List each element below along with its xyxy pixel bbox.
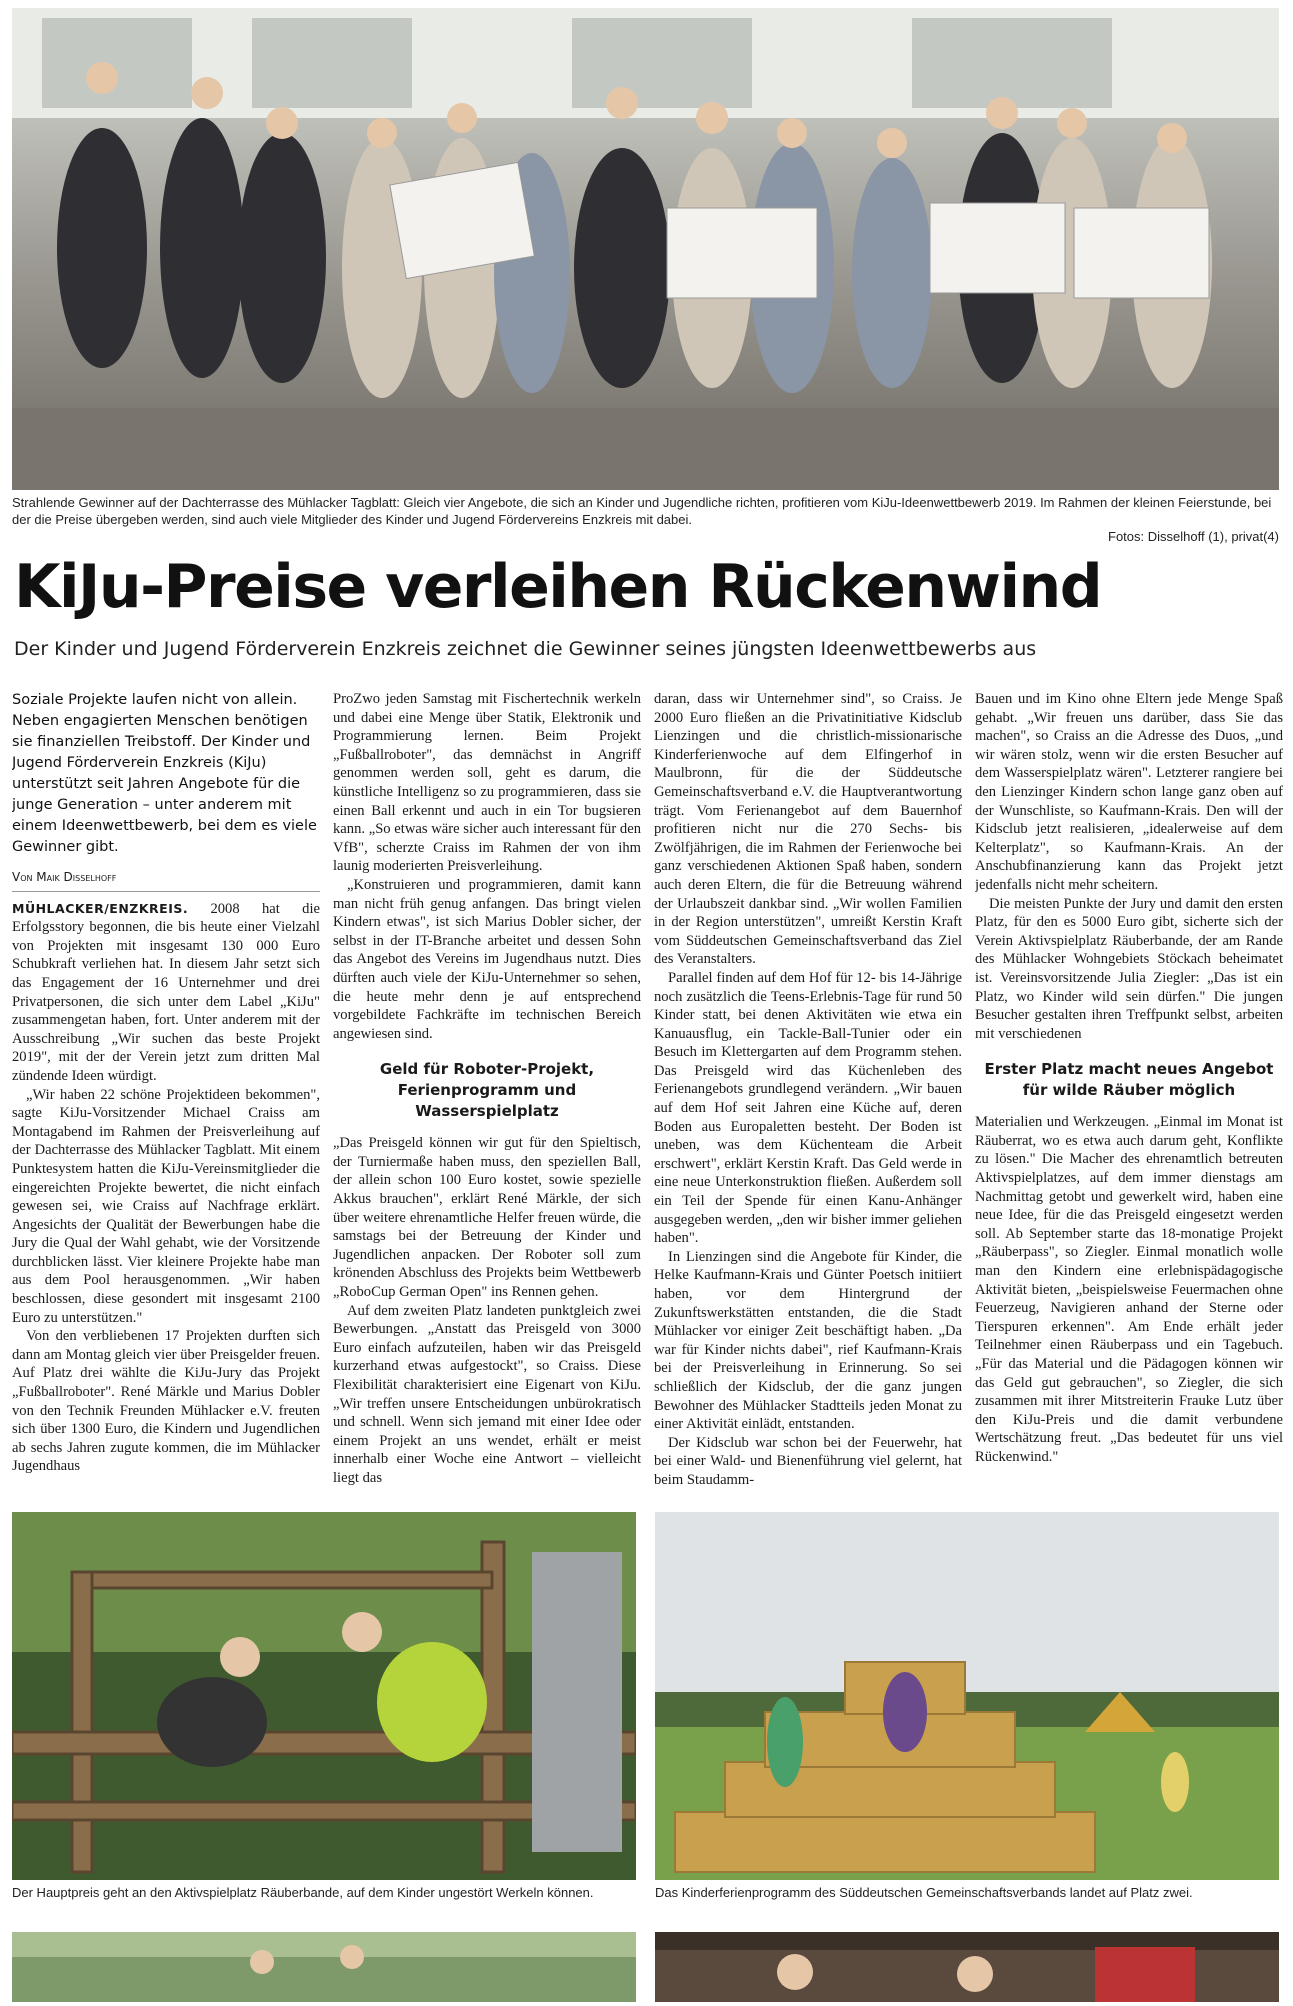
dateline: MÜHLACKER/ENZKREIS. (12, 900, 189, 916)
paragraph: MÜHLACKER/ENZKREIS. 2008 hat die Erfolgsstory begonnen, die bis heute einer Vielzahl von Projekten mit insgesamt 130 000 Euro Schubkraft verliehen hat. In diesem Jahr setzt sich das Engagement der 16 Unternehmer und drei Privatpersonen, die sich unter dem Label „KiJu" zusammengetan haben, fort. Unter anderem mit der Ausschreibung „Wir suchen das beste Projekt 2019", mit der der Verein jetzt zum dritten Mal zündende Ideen würdigt. (12, 900, 320, 1084)
caption-text: Strahlende Gewinner auf der Dachterrasse des Mühlacker Tagblatt: Gleich vier Angebote, die sich an Kinder und Jugendliche richten, profitieren vom KiJu-Ideenwettbewerb 2019. Im Rahmen der kleinen Feierstunde, bei der die Preise übergeben werden, sind auch viele Mitglieder des Kinder und Jugend Fördervereins Enzkreis mit dabei. (12, 495, 1272, 527)
bottom-photo-left (12, 1932, 636, 2002)
paragraph: Bauen und im Kino ohne Eltern jede Menge Spaß gehabt. „Wir freuen uns darüber, dass Sie das machen", so Craiss an die Adresse des Duos, „und wir wären stolz, wenn wir die ersten Besucher auf dem Wasserspielplatz wären". Letzterer rangiere bei den Lienzinger Kindern schon lange ganz oben auf der Wunschliste, so Kaufmann-Krais. Den will der Kidsclub jetzt realisieren, „idealerweise auf dem Kelterplatz", so Kaufmann-Krais. An der Anschubfinanzierung kann das Projekt jetzt jedenfalls nicht mehr scheitern. (975, 691, 1283, 893)
byline: Von Maik Disselhoff (12, 868, 320, 892)
lead-paragraph: Soziale Projekte laufen nicht von allein. Neben engagierten Menschen benötigen sie finanziellen Treibstoff. Der Kinder und Jugend Förderverein Enzkreis (KiJu) unterstützt seit Jahren Angebote für die junge Generation – unter anderem mit einem Ideenwettbewerb, bei dem es viele Gewinner gibt. (12, 692, 317, 855)
paragraph: Auf dem zweiten Platz landeten punktgleich zwei Bewerbungen. „Anstatt das Preisgeld von 3000 Euro einfach aufzuteilen, haben wir das Preisgeld kurzerhand etwas aufgestockt", so Craiss. Diese Flexibilität charakterisiert eine Eigenart von KiJu. „Wir treffen unsere Entscheidungen unbürokratisch und schnell. Wenn sich jemand mit einer Idee oder einem Projekt an uns wendet, erhält er meist innerhalb einer Woche eine Antwort – vielleicht liegt das (333, 1302, 641, 1486)
headline: KiJu-Preise verleihen Rückenwind (14, 552, 1102, 622)
playground-photo (12, 1512, 636, 1880)
paragraph: Materialien und Werkzeugen. „Einmal im Monat ist Räuberrat, wo es etwa auch darum geht, Konflikte zu lösen." Die Macher des ehrenamtlich betreuten Aktivspielplatzes, auf dem immer dienstags am Nachmittag getobt und gewerkelt wird, haben eine neue Idee, für die das Preisgeld eingesetzt werden soll. Ab September starte das 18-monatige Projekt „Räuberpass", so Ziegler. Einmal monatlich wolle man den Kindern eine erlebnispädagogische Aktivität bieten, „beispielsweise Feuermachen ohne Feuerzeug, Navigieren anhand der Sterne oder Tierspuren erkennen". Am Ende erhält jeder Teilnehmer einen Räuberpass und ein Tagebuch. „Für das Material und die Pädagogen können wir das Geld gut gebrauchen", so Ziegler, die sich zusammen mit ihrer Mitstreiterin Frauke Lutz über den KiJu-Preis und die damit verbundene Wertschätzung freut. „Das bedeutet für uns viel Rückenwind." (975, 1114, 1283, 1465)
column-4 (975, 690, 1283, 1490)
straw-bales-photo-caption: Das Kinderferienprogramm des Süddeutschen Gemeinschaftsverbands landet auf Platz zwei. (655, 1885, 1193, 1900)
straw-bales-photo (655, 1512, 1279, 1880)
paragraph: „Konstruieren und programmieren, damit kann man nicht früh genug anfangen. Das bringt vielen Kindern etwas", ist sich Marius Dobler sicher, der selbst in der IT-Branche arbeitet und dessen Sohn das Angebot des Vereins im Jugendhaus nutzt. Dies dürften auch viele der KiJu-Unternehmer so sehen, die heute mehr denn je auf entsprechend vorgebildete Fachkräfte im technischen Bereich angewiesen sind. (333, 876, 641, 1042)
paragraph: ProZwo jeden Samstag mit Fischertechnik werkeln und dabei eine Menge über Statik, Elektronik und Programmierung lernen. Beim Projekt „Fußballroboter", das demnächst in Angriff genommen werden soll, geht es darum, die künstliche Intelligenz so zu programmieren, dass sie einen Ball erkennt und auch in ein Tor bugsieren kann. „So etwas wäre sicher auch interessant für den VfB", scherzte Craiss im Rahmen der von ihm launig moderierten Preisverleihung. (333, 691, 641, 875)
paragraph: Die meisten Punkte der Jury und damit den ersten Platz, für den es 5000 Euro gibt, sicherte sich der Verein Aktivspielplatz Räuberbande, der am Rande des Mühlacker Wohngebiets Stöckach beheimatet ist. Vereinsvorsitzende Julia Ziegler: „Das ist ein Platz, wo Kinder wild sein dürfen." Die jungen Besucher gestalten ihren Treffpunkt selbst, arbeiten mit verschiedenen (975, 895, 1283, 1042)
column-3 (654, 690, 962, 1490)
paragraph: Von den verbliebenen 17 Projekten durften sich dann am Montag gleich vier über Preisgelder freuen. Auf Platz drei wählte die KiJu-Jury das Projekt „Fußballroboter". René Märkle und Marius Dobler von den Technik Freunden Mühlacker e.V. freuten sich über 1300 Euro, die Kindern und Jugendlichen ab sechs Jahren zugute kommen, die im Mühlacker Jugendhaus (12, 1328, 320, 1475)
section-subtitle: Geld für Roboter-Projekt, Ferienprogramm und Wasserspielplatz (379, 1060, 595, 1121)
bottom-photo-right (655, 1932, 1279, 2002)
paragraph: „Das Preisgeld können wir gut für den Spieltisch, der Turniermaße haben muss, den speziellen Ball, der allein schon 100 Euro kostet, sowie spezielle Akkus brauchen", erklärt René Märkle, der sich über weitere ehrenamtliche Helfer freuen würde, die samstags bei der Betreuung der Kinder und Jugendlichen anpacken. Der Roboter soll zum krönenden Abschluss des Projekts beim Wettbewerb „RoboCup German Open" ins Rennen gehen. (333, 1135, 641, 1301)
column-2 (333, 690, 641, 1490)
paragraph: daran, dass wir Unternehmer sind", so Craiss. Je 2000 Euro fließen an die Privatinitiative Kidsclub Lienzingen und die christlich-missionarische Kinderferienwoche auf dem Elfingerhof in Maulbronn, für die der Süddeutsche Gemeinschaftsverband e.V. die Hauptverantwortung trägt. Vom Ferienangebot auf dem Bauernhof profitieren nicht nur die 270 Sechs- bis Zwölfjährigen, die im Rahmen der Ferienwoche bei ganz verschiedenen Aktionen Spaß haben, sondern auch deren Eltern, die für die Betreuung während der Urlaubszeit dankbar sind. „Wir wollen Familien in der Region unterstützen", umreißt Kerstin Kraft vom Süddeutschen Gemeinschaftsverband das Ziel des Veranstalters. (654, 691, 962, 968)
playground-photo-caption: Der Hauptpreis geht an den Aktivspielplatz Räuberbande, auf dem Kinder ungestört Werkeln können. (12, 1885, 594, 1900)
section-subtitle: Erster Platz macht neues Angebot für wilde Räuber möglich (984, 1060, 1274, 1100)
subheadline: Der Kinder und Jugend Förderverein Enzkreis zeichnet die Gewinner seines jüngsten Ideenwettbewerbs aus (14, 638, 1037, 660)
paragraph: In Lienzingen sind die Angebote für Kinder, die Helke Kaufmann-Krais und Günter Poetsch initiiert haben, vor dem Hintergrund der Zukunftswerkstätten entstanden, die die Stadt Mühlacker vor einiger Zeit beschäftigt haben. „Da war für Kinder nichts dabei", rief Kaufmann-Krais bei der Preisverleihung in Erinnerung. So sei schließlich der Kidsclub, der die ganz jungen Bewohner des Mühlacker Stadtteils jeden Monat zu einer Aktivität einlädt, entstanden. (654, 1248, 962, 1433)
column-1 (12, 690, 320, 1490)
paragraph: „Wir haben 22 schöne Projektideen bekommen", sagte KiJu-Vorsitzender Michael Craiss am Montagabend im Rahmen der Preisverleihung auf der Dachterrasse des Mühlacker Tagblatt. Mit einem Punktesystem hatten die KiJu-Vereinsmitglieder die eingereichten Projekte bewertet, die nicht einfach gewesen sei, wie Craiss auf Nachfrage erklärt. Angesichts der Qualität der Bewerbungen habe die Jury die Qual der Wahl gehabt, wie der Vorsitzende durchblicken lässt. Vier kleinere Projekte habe man aus dem Pool herausgenommen. „Wir haben beschlossen, diese gesondert mit insgesamt 2100 Euro zu unterstützen." (12, 1086, 320, 1326)
group-photo (12, 8, 1279, 490)
group-photo-caption (12, 494, 1279, 545)
photo-credit: Fotos: Disselhoff (1), privat(4) (1108, 529, 1279, 544)
paragraph: Der Kidsclub war schon bei der Feuerwehr, hat bei einer Wald- und Bienenführung viel gelernt, hat beim Staudamm- (654, 1434, 962, 1488)
paragraph: Parallel finden auf dem Hof für 12- bis 14-Jährige noch zusätzlich die Teens-Erlebnis-Tage für rund 50 Kinder statt, bei denen Aktivitäten wie etwa ein Kanuausflug, ein Tackle-Ball-Tunier oder ein Besuch im Klettergarten auf dem Programm stehen. Das Preisgeld wird das Küchenleben des Ferienangebots grundlegend verändern. „Wir bauen auf dem Hof seit Jahren eine Küche auf, deren Boden aus Europaletten besteht. Der Boden ist uneben, was dem Küchenteam die Arbeit erschwert", erklärt Kerstin Kraft. Das Geld werde in eine neue Unterkonstruktion fließen. Außerdem soll ein Teil der Spende für einen Kanu-Anhänger ausgegeben werden, „den wir bisher immer geliehen haben". (654, 969, 962, 1247)
